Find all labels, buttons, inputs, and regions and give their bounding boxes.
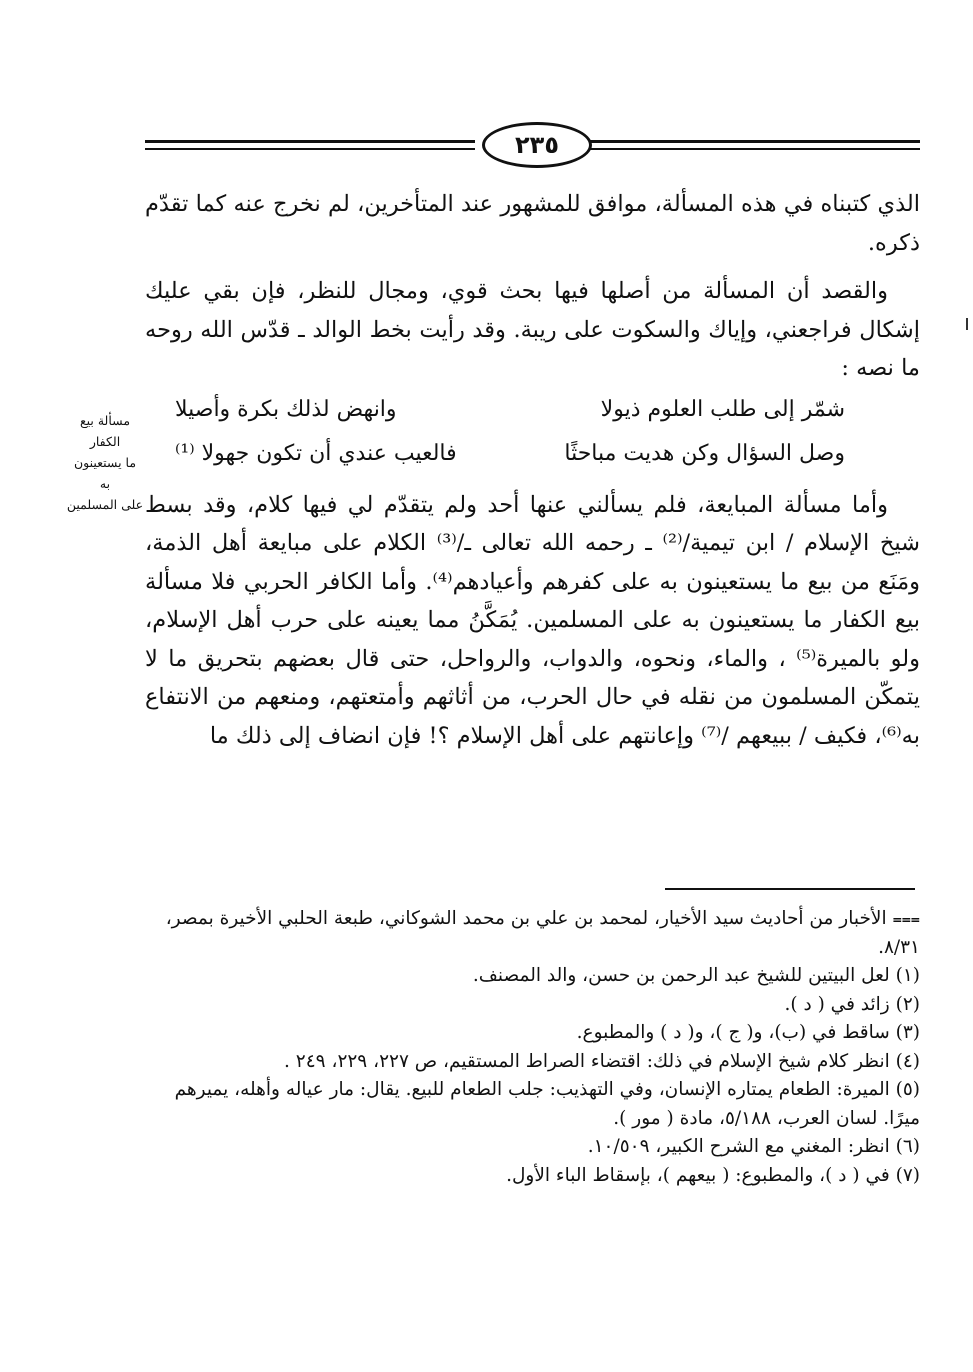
header-rule bbox=[145, 148, 475, 150]
footnote-continued: ⩶الأخبار من أحاديث سيد الأخيار، لمحمد بن علي بن محمد الشوكاني، طبعة الحلبي الأخيرة بمصر، ٨/٣١. bbox=[165, 908, 920, 958]
verse-hemistich: وانهض لذلك بكرة وأصيلا bbox=[175, 396, 397, 422]
footnote-6: (٦) انظر: المغني مع الشرح الكبير، ١٠/٥٠٩. bbox=[587, 1136, 920, 1157]
verse-line-2 bbox=[145, 432, 920, 476]
footnotes bbox=[150, 905, 920, 1190]
footnote-7: (٧) في ( د )، والمطبوع: ( بيعهم )، بإسقاط الباء الأول. bbox=[506, 1164, 920, 1186]
verse-hemistich: وصل السؤال وكن هديت مباحثًا bbox=[564, 440, 845, 466]
paragraph-2: والقصد أن المسألة من أصلها فيها بحث قوي، ومجال للنظر، فإن بقي عليك إشكال فراجعني، وإياك والسكوت على ريبة. وقد رأيت بخط الوالد ـ قدّس الله روحه ما نصه : bbox=[145, 278, 920, 381]
verse-line-1 bbox=[145, 388, 920, 432]
margin-note-line: على المسلمين bbox=[66, 497, 144, 512]
footnote-5: (٥) الميرة: الطعام يمتاره الإنسان، وفي التهذيب: جلب الطعام للبيع. يقال: مار عياله وأهله، يميرهم ميرًا. لسان العرب، ٥/١٨٨، مادة ( مور ). bbox=[174, 1079, 920, 1129]
margin-note-line: مسألة بيع bbox=[79, 413, 131, 428]
footnote-4: (٤) انظر كلام شيخ الإسلام في ذلك: اقتضاء الصراط المستقيم، ص ٢٢٧، ٢٢٩، ٢٤٩ . bbox=[284, 1050, 920, 1072]
footnote-separator bbox=[665, 888, 915, 890]
verse-hemistich: فالعيب عندي أن تكون جهولا ⁽¹⁾ bbox=[175, 440, 457, 466]
main-text bbox=[145, 185, 920, 755]
margin-note-line: ما يستعينون bbox=[73, 455, 137, 470]
scan-mark bbox=[966, 318, 968, 330]
margin-note bbox=[55, 410, 155, 515]
paragraph-1: الذي كتبناه في هذه المسألة، موافق للمشهور عند المتأخرين، لم نخرج عنه كما تقدّم ذكره. bbox=[145, 191, 920, 256]
footnote-3: (٣) ساقط في (ب)، و( ج )، و( د ) والمطبوع. bbox=[576, 1022, 920, 1043]
margin-note-line: به bbox=[99, 476, 111, 491]
header-rule bbox=[590, 140, 920, 143]
header-rule bbox=[145, 140, 475, 143]
footnote-1: (١) لعل البيتين للشيخ عبد الرحمن بن حسن، والد المصنف. bbox=[472, 965, 920, 986]
continuation-icon: ⩶ bbox=[892, 909, 920, 928]
footnote-2: (٢) زائد في ( د ). bbox=[784, 993, 920, 1015]
page-number: ٢٣٥ bbox=[482, 122, 592, 168]
header-rule bbox=[590, 148, 920, 150]
paragraph-3: وأما مسألة المبايعة، فلم يسألني عنها أحد ولم يتقدّم لي فيها كلام، وقد بسط شيخ الإسلام / ابن تيمية/⁽²⁾ ـ رحمه الله تعالى ـ/⁽³⁾ الكلام على مبايعة أهل الذمة، ومَنَع من بيع ما يستعينون به على كفرهم وأعيادهم⁽⁴⁾. وأما الكافر الحربي فلا مسألة بيع الكفار ما يستعينون به على المسلمين. يُمَكَّنُ مما يعينه على حرب أهل الإسلام، ولو بالميرة⁽⁵⁾ ، والماء، ونحوه، والدواب، والرواحل، حتى قال بعضهم بتحريق ما لا يتمكّن المسلمون من نقله في حال الحرب، من أثاثهم وأمتعتهم، ومنعهم من الانتفاع به⁽⁶⁾، فكيف / ببيعهم /⁽⁷⁾ وإعانتهم على أهل الإسلام ؟! فإن انضاف إلى ذلك ما bbox=[145, 491, 920, 749]
margin-note-line: الكفار bbox=[89, 434, 121, 449]
verse-hemistich: شمّر إلى طلب العلوم ذيولا bbox=[600, 396, 845, 422]
page-header bbox=[140, 118, 920, 168]
